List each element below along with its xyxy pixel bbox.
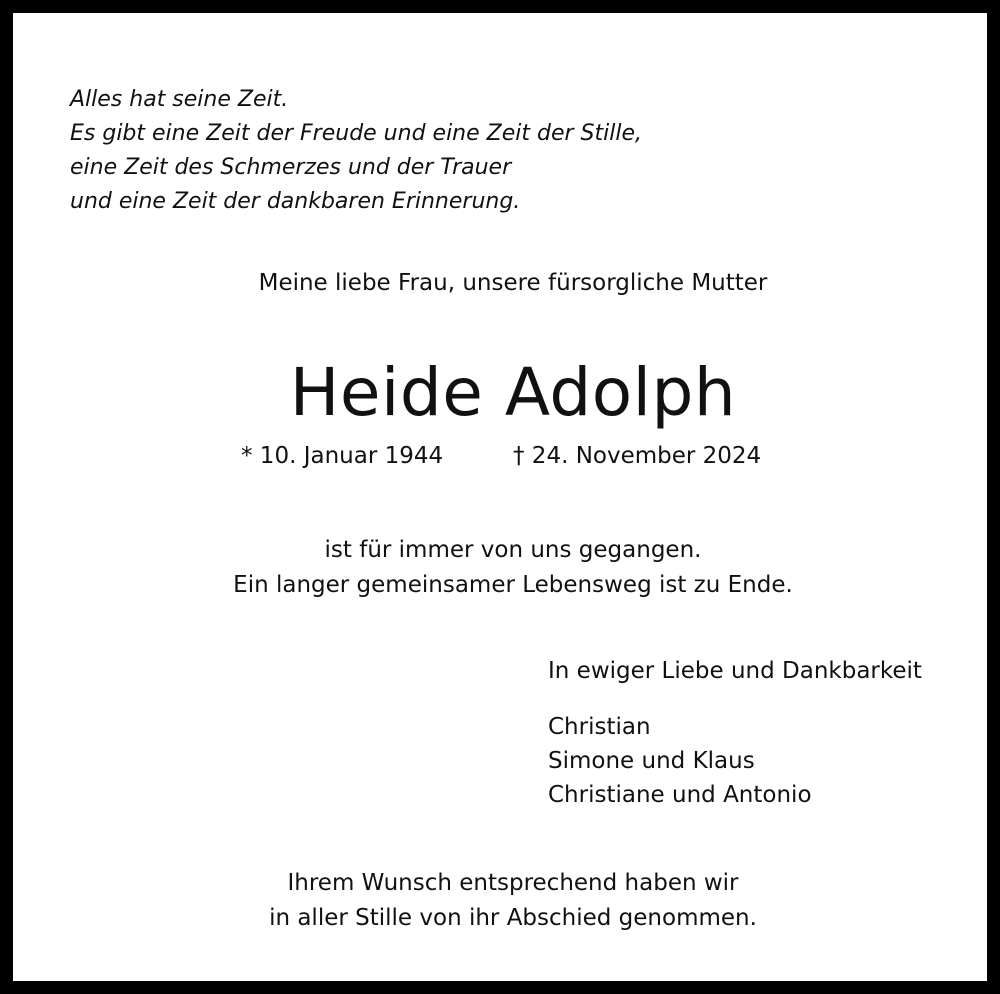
mourner-name: Simone und Klaus bbox=[548, 748, 755, 774]
quote-line: und eine Zeit der dankbaren Erinnerung. bbox=[70, 189, 521, 214]
note-line: in aller Stille von ihr Abschied genommen. bbox=[269, 905, 757, 931]
mourners-list bbox=[548, 710, 812, 812]
signoff-line: In ewiger Liebe und Dankbarkeit bbox=[548, 658, 922, 684]
quote-line: Es gibt eine Zeit der Freude und eine Zeit der Stille, bbox=[70, 121, 642, 146]
deceased-name: Heide Adolph bbox=[289, 354, 737, 431]
passing-statement bbox=[13, 533, 1000, 603]
statement-line: Ein langer gemeinsamer Lebensweg ist zu Ende. bbox=[233, 572, 793, 598]
mourner-name: Christiane und Antonio bbox=[548, 782, 812, 808]
birth-date: * 10. Januar 1944 bbox=[241, 443, 444, 469]
intro-line: Meine liebe Frau, unsere fürsorgliche Mutter bbox=[258, 270, 768, 296]
opening-quote bbox=[70, 83, 642, 219]
mourner-name: Christian bbox=[548, 714, 651, 740]
quote-line: Alles hat seine Zeit. bbox=[70, 87, 289, 112]
quote-line: eine Zeit des Schmerzes und der Trauer bbox=[70, 155, 512, 180]
note-line: Ihrem Wunsch entsprechend haben wir bbox=[287, 870, 739, 896]
death-date: † 24. November 2024 bbox=[513, 443, 762, 469]
funeral-note bbox=[13, 866, 1000, 936]
statement-line: ist für immer von uns gegangen. bbox=[324, 537, 702, 563]
